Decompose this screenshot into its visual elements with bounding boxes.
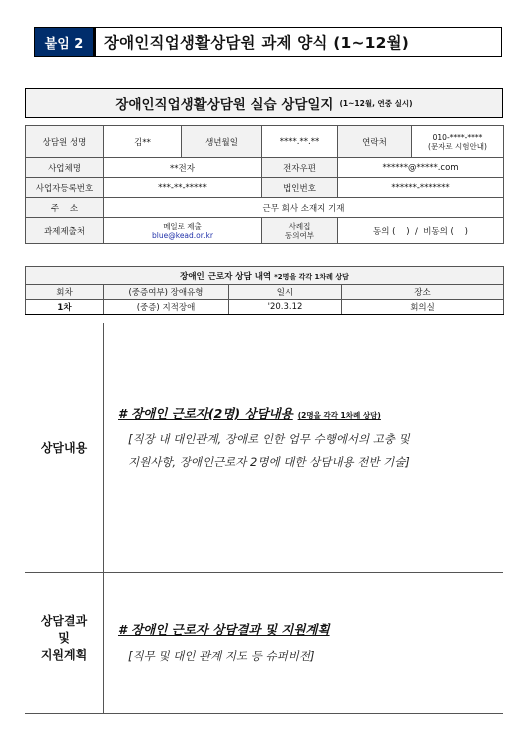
session-table: [25, 266, 504, 315]
row-place: 회의실: [342, 300, 504, 315]
photo-consent-label-line1: 사례집: [288, 221, 311, 231]
submit-value: [104, 218, 262, 244]
info-table: [25, 125, 504, 244]
company-label: 사업체명: [26, 158, 104, 178]
counselor-value: 김**: [104, 126, 182, 158]
contact-phone: 010-****-****: [432, 132, 483, 142]
address-label: 주 소: [26, 198, 104, 218]
content-heading-note: (2명을 각각 1차례 상담): [297, 411, 381, 420]
result-line-1: [직무 및 대인 관계 지도 등 슈퍼비전]: [128, 649, 315, 663]
attachment-badge: 붙임 2: [34, 27, 94, 57]
col-place: 장소: [342, 285, 504, 300]
title-row: [34, 27, 502, 57]
counselor-label: 상담원 성명: [26, 126, 104, 158]
row-round: 1차: [26, 300, 104, 315]
birth-label: 생년월일: [182, 126, 262, 158]
content-label: 상담내용: [40, 441, 88, 455]
photo-consent-label: [262, 218, 338, 244]
contact-note: (문자로 시험안내): [428, 141, 487, 151]
result-label-line3: 지원계획: [40, 648, 88, 662]
address-value: 근무 회사 소재지 기재: [104, 198, 504, 218]
email-label: 전자우편: [262, 158, 338, 178]
content-heading: [118, 404, 381, 422]
consent-value: 동의 ( ) / 비동의 ( ): [338, 218, 504, 244]
row-date: '20.3.12: [229, 300, 342, 315]
corpno-value: ******-*******: [338, 178, 504, 198]
journal-title: 장애인직업생활상담원 실습 상담일지: [115, 97, 334, 113]
result-label-line1: 상담결과: [40, 614, 88, 628]
session-title-note: *2명을 각각 1차례 상담: [274, 272, 349, 281]
session-title-cell: [26, 267, 504, 285]
submit-email: blue@kead.or.kr: [152, 230, 213, 240]
journal-title-box: [25, 88, 503, 118]
photo-consent-label-line2: 동의여부: [285, 230, 314, 240]
content-line-1: [직장 내 대인관계, 장애로 인한 업무 수행에서의 고충 및: [128, 432, 410, 446]
contact-value: [412, 126, 504, 158]
section-divider-vertical: [103, 323, 104, 713]
corpno-label: 법인번호: [262, 178, 338, 198]
result-label: [25, 613, 103, 664]
submit-method: 메일로 제출: [163, 221, 202, 231]
col-date: 일시: [229, 285, 342, 300]
result-body: [128, 645, 500, 668]
company-value: **전자: [104, 158, 262, 178]
bizno-label: 사업자등록번호: [26, 178, 104, 198]
birth-value: ****.**.**: [262, 126, 338, 158]
content-line-2: 지원사항, 장애인근로자 2명에 대한 상담내용 전반 기술]: [128, 455, 410, 469]
contact-label: 연락처: [338, 126, 412, 158]
row-type: (중증) 지적장애: [104, 300, 229, 315]
col-type: (중증여부) 장애유형: [104, 285, 229, 300]
result-heading: # 장애인 근로자 상담결과 및 지원계획: [118, 622, 330, 637]
bizno-value: ***-**-*****: [104, 178, 262, 198]
bottom-line: [25, 713, 503, 714]
page-title: 장애인직업생활상담원 과제 양식 (1~12월): [94, 27, 502, 57]
content-body: [128, 428, 500, 474]
submit-label: 과제제출처: [26, 218, 104, 244]
result-label-line2: 및: [58, 631, 70, 645]
email-value: ******@*****.com: [338, 158, 504, 178]
session-title: 장애인 근로자 상담 내역: [180, 271, 272, 282]
col-round: 회차: [26, 285, 104, 300]
content-heading-text: # 장애인 근로자(2명) 상담내용: [118, 406, 293, 421]
section-divider: [25, 572, 503, 573]
journal-subtitle: (1~12월, 연중 실시): [339, 98, 413, 108]
